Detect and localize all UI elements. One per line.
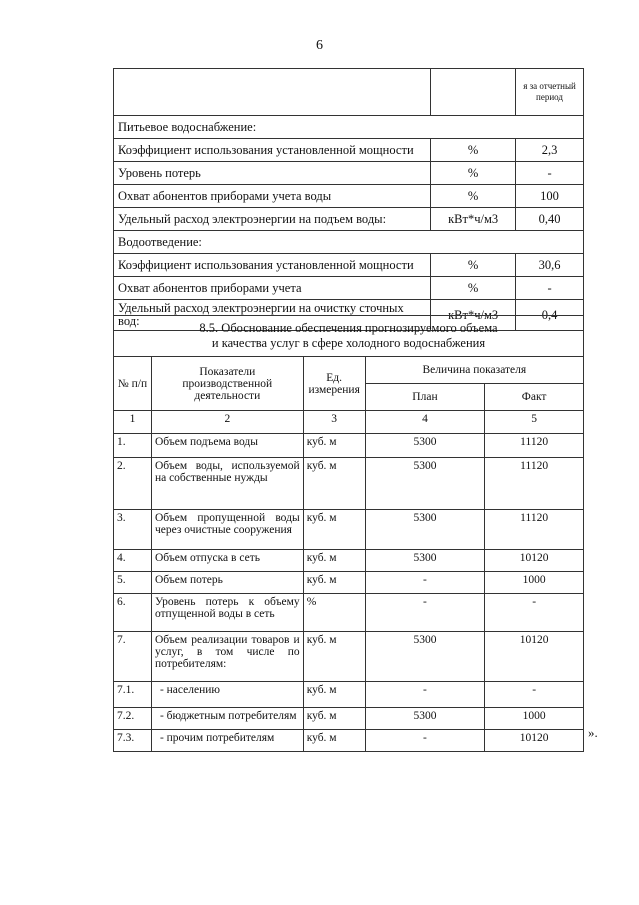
row-name: - прочим потребителям [151,730,303,752]
table-row [114,708,584,730]
indicator-unit: % [431,185,516,208]
header-blank-name [114,69,431,116]
table-row [114,162,584,185]
row-unit: куб. м [303,510,365,550]
table-row [114,277,584,300]
header-blank-unit [431,69,516,116]
row-name: Объем реализации товаров и услуг, в том числе по потребителям: [151,632,303,682]
row-plan: - [365,730,485,752]
table-row [114,185,584,208]
row-plan: 5300 [365,632,485,682]
indicator-unit: кВт*ч/м3 [431,300,516,331]
header-value: Величина показателя [365,357,583,384]
row-unit: куб. м [303,708,365,730]
forecast-table-title-row [114,316,584,357]
row-num: 5. [114,572,152,594]
table-row [114,458,584,510]
indicator-value: - [516,277,584,300]
indicator-unit: кВт*ч/м3 [431,208,516,231]
row-name: Объем потерь [151,572,303,594]
row-fact: - [485,594,584,632]
section-row [114,231,584,254]
row-fact: 10120 [485,730,584,752]
indicator-name: Удельный расход электроэнергии на подъем воды: [114,208,431,231]
table-row [114,208,584,231]
table-row [114,682,584,708]
row-num: 7. [114,632,152,682]
column-numbers [114,411,584,434]
table-row [114,434,584,458]
title-line-2: и качества услуг в сфере холодного водоснабжения [211,336,486,350]
row-name: Объем пропущенной воды через очистные сооружения [151,510,303,550]
row-unit: куб. м [303,632,365,682]
header-num: № п/п [114,357,152,411]
row-plan: 5300 [365,434,485,458]
indicator-value: 100 [516,185,584,208]
indicator-unit: % [431,277,516,300]
table-row [114,594,584,632]
row-unit: % [303,594,365,632]
row-plan: 5300 [365,458,485,510]
indicator-unit: % [431,254,516,277]
forecast-table [113,315,584,752]
header-plan: План [365,384,485,411]
section-row [114,116,584,139]
row-plan: 5300 [365,708,485,730]
column-number: 4 [365,411,485,434]
row-num: 3. [114,510,152,550]
page-number: 6 [316,38,323,53]
row-fact: 11120 [485,434,584,458]
row-plan: - [365,682,485,708]
row-num: 1. [114,434,152,458]
row-name: Объем воды, используемой на собственные нужды [151,458,303,510]
row-unit: куб. м [303,730,365,752]
row-fact: 1000 [485,572,584,594]
row-fact: 1000 [485,708,584,730]
closing-quote: ». [588,725,598,740]
header-unit: Ед. измерения [303,357,365,411]
column-number: 3 [303,411,365,434]
row-num: 7.1. [114,682,152,708]
row-fact: 11120 [485,510,584,550]
row-num: 4. [114,550,152,572]
row-name: Уровень потерь к объему отпущенной воды в сеть [151,594,303,632]
indicator-name: Охват абонентов приборами учета воды [114,185,431,208]
row-num: 6. [114,594,152,632]
table-row [114,550,584,572]
section-title-sewerage: Водоотведение: [114,231,584,254]
indicator-name: Коэффициент использования установленной мощности [114,139,431,162]
row-num: 2. [114,458,152,510]
row-plan: - [365,572,485,594]
forecast-table-title [114,316,584,357]
row-unit: куб. м [303,550,365,572]
indicator-value: 2,3 [516,139,584,162]
indicator-value: 30,6 [516,254,584,277]
row-name: - бюджетным потребителям [151,708,303,730]
column-number: 2 [151,411,303,434]
indicator-name: Охват абонентов приборами учета [114,277,431,300]
title-line-1: 8.5. Обоснование обеспечения прогнозируемого объема [199,321,498,335]
row-name: - населению [151,682,303,708]
indicator-value: - [516,162,584,185]
row-fact: - [485,682,584,708]
indicator-name: Коэффициент использования установленной мощности [114,254,431,277]
table-row [114,254,584,277]
row-unit: куб. м [303,434,365,458]
indicator-name: Удельный расход электроэнергии на очистку сточных вод: [114,300,431,331]
row-fact: 10120 [485,550,584,572]
table-row [114,572,584,594]
indicator-value: 0,4 [516,300,584,331]
table-row [114,139,584,162]
indicator-unit: % [431,139,516,162]
header-indicator: Показатели производственной деятельности [151,357,303,411]
row-fact: 11120 [485,458,584,510]
row-unit: куб. м [303,572,365,594]
indicator-name: Уровень потерь [114,162,431,185]
indicator-unit: % [431,162,516,185]
row-plan: 5300 [365,510,485,550]
header-fact: Факт [485,384,584,411]
row-unit: куб. м [303,682,365,708]
row-name: Объем отпуска в сеть [151,550,303,572]
column-number: 5 [485,411,584,434]
row-name: Объем подъема воды [151,434,303,458]
column-number: 1 [114,411,152,434]
row-num: 7.2. [114,708,152,730]
row-plan: - [365,594,485,632]
section-title-water-supply: Питьевое водоснабжение: [114,116,584,139]
row-plan: 5300 [365,550,485,572]
row-fact: 10120 [485,632,584,682]
table-row [114,730,584,752]
column-headers [114,357,584,384]
indicator-value: 0,40 [516,208,584,231]
row-unit: куб. м [303,458,365,510]
performance-table [113,68,584,331]
header-period: я за отчетный период [516,69,584,116]
performance-table-header [114,69,584,116]
row-num: 7.3. [114,730,152,752]
table-row [114,510,584,550]
table-row [114,632,584,682]
